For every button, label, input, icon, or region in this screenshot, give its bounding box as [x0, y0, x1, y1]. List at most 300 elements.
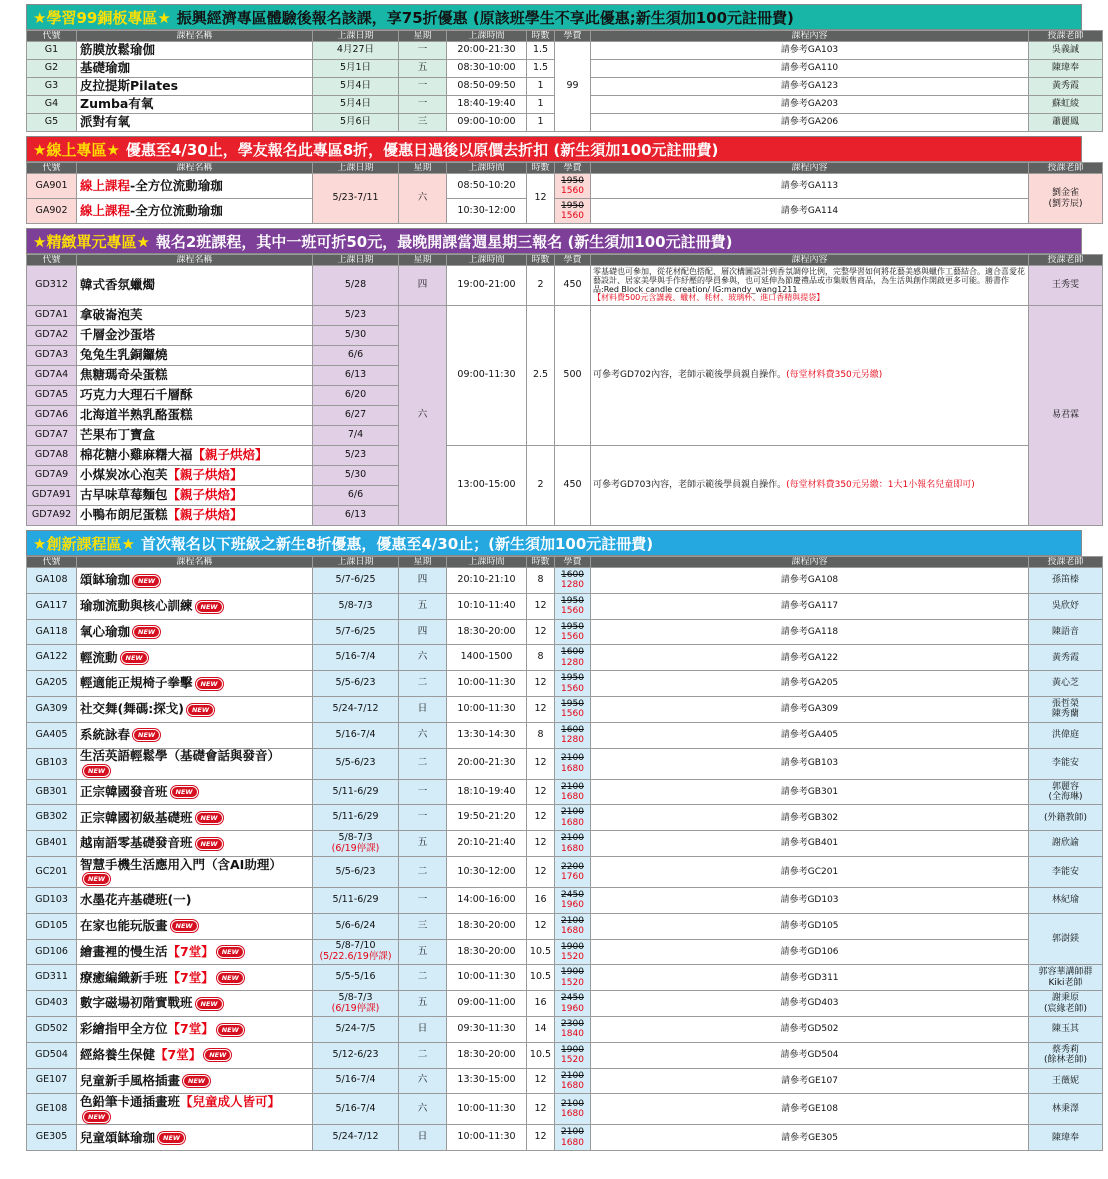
column-header: 時數	[527, 163, 555, 174]
tuition-original: 1900	[561, 967, 584, 978]
course-time: 08:50-09:50	[447, 78, 527, 96]
column-header: 星期	[399, 163, 447, 174]
new-badge: NEW	[121, 652, 148, 664]
tuition-discount: 1560	[561, 211, 584, 221]
course-name	[77, 939, 313, 965]
course-weekday: 一	[399, 805, 447, 831]
table-row	[27, 1016, 1103, 1042]
tuition-discount: 1280	[561, 735, 584, 746]
date-range: 5/24-7/5	[335, 1022, 376, 1034]
course-content: 請參考GA118	[591, 619, 1029, 645]
table-row	[27, 1125, 1103, 1151]
course-date	[313, 1094, 399, 1125]
course-time: 18:30-20:00	[447, 619, 527, 645]
course-content: 請參考GB401	[591, 831, 1029, 857]
course-weekday: 六	[399, 306, 447, 526]
table-row	[27, 199, 1103, 224]
tuition-original: 2450	[561, 890, 584, 901]
date-range: 5/7-6/25	[335, 625, 376, 637]
new-badge: NEW	[133, 575, 160, 587]
course-code: GD106	[27, 939, 77, 965]
tuition-cell	[555, 1094, 591, 1125]
course-content	[591, 266, 1029, 306]
course-name	[77, 466, 313, 486]
course-name: 韓式香氛蠟燭	[77, 266, 313, 306]
course-name	[77, 506, 313, 526]
course-time: 10:30-12:00	[447, 856, 527, 887]
tuition-discount: 1680	[561, 817, 584, 828]
tuition-original: 1950	[561, 595, 584, 606]
course-name-tag: 【親子烘焙】	[192, 447, 268, 463]
course-name-tag: 【親子烘焙】	[167, 487, 243, 503]
table-row	[27, 748, 1103, 779]
column-header: 代號	[27, 557, 77, 568]
course-code: GC201	[27, 856, 77, 887]
course-hours: 8	[527, 722, 555, 748]
table-row	[27, 593, 1103, 619]
course-hours: 8	[527, 645, 555, 671]
course-code: G5	[27, 114, 77, 132]
date-range: 5/5-6/23	[335, 757, 376, 769]
table-row	[27, 1094, 1103, 1125]
course-content: 請參考GA122	[591, 645, 1029, 671]
column-header: 星期	[399, 31, 447, 42]
table-row	[27, 856, 1103, 887]
course-code: G2	[27, 60, 77, 78]
course-hours: 1.5	[527, 60, 555, 78]
course-teacher: 林秉澤	[1029, 1094, 1103, 1125]
course-date	[313, 779, 399, 805]
new-badge: NEW	[171, 920, 198, 932]
tuition-discount: 1280	[561, 580, 584, 591]
date-range: 5/5-6/23	[335, 865, 376, 877]
section-online	[26, 136, 1082, 224]
course-hours: 2.5	[527, 306, 555, 446]
course-code: GD7A5	[27, 386, 77, 406]
course-content: 請參考GA206	[591, 114, 1029, 132]
column-header: 課程內容	[591, 163, 1029, 174]
course-code: GD7A4	[27, 366, 77, 386]
course-time: 20:10-21:10	[447, 568, 527, 594]
course-name	[77, 887, 313, 913]
course-hours: 12	[527, 619, 555, 645]
column-header: 授課老師	[1029, 163, 1103, 174]
course-code: G1	[27, 42, 77, 60]
course-name-text: 彩繪指甲全方位	[80, 1021, 168, 1037]
course-content: 請參考GD502	[591, 1016, 1029, 1042]
course-content: 請參考GD311	[591, 965, 1029, 991]
table-row	[27, 779, 1103, 805]
course-table	[26, 30, 1103, 132]
tuition-original: 2450	[561, 993, 584, 1004]
table-row	[27, 805, 1103, 831]
date-range: 5/8-7/10	[335, 940, 376, 952]
course-date	[313, 887, 399, 913]
column-header: 星期	[399, 255, 447, 266]
course-name-tag: 【親子烘焙】	[167, 467, 243, 483]
tuition-discount: 1680	[561, 926, 584, 937]
course-hours: 1.5	[527, 42, 555, 60]
course-weekday: 四	[399, 568, 447, 594]
section-headline: 報名2班課程，其中一班可折50元，最晚開課當週星期三報名 (新生須加100元註冊費)	[155, 233, 733, 251]
course-teacher: 陳瑋奉	[1029, 60, 1103, 78]
course-content: 請參考GA205	[591, 671, 1029, 697]
table-row	[27, 306, 1103, 326]
section-headline: 優惠至4/30止，學友報名此專區8折，優惠日過後以原價去折扣 (新生須加100元註冊費)	[125, 141, 719, 159]
course-hours: 12	[527, 1125, 555, 1151]
table-row	[27, 1042, 1103, 1068]
course-weekday: 四	[399, 619, 447, 645]
course-teacher: 林紀瑜	[1029, 887, 1103, 913]
course-name	[77, 831, 313, 857]
course-time: 10:00-11:30	[447, 1094, 527, 1125]
course-time: 20:00-21:30	[447, 42, 527, 60]
course-date	[313, 805, 399, 831]
new-badge: NEW	[83, 1111, 110, 1123]
course-content: 請參考GD103	[591, 887, 1029, 913]
date-range: 5/16-7/4	[335, 1102, 376, 1114]
tuition-cell	[555, 199, 591, 224]
course-date	[313, 856, 399, 887]
tuition-discount: 1560	[561, 709, 584, 720]
tuition-discount: 1520	[561, 951, 584, 962]
table-row	[27, 174, 1103, 199]
tuition-original: 1950	[561, 175, 584, 186]
course-name	[77, 748, 313, 779]
column-header: 時數	[527, 557, 555, 568]
course-content: 請參考GD504	[591, 1042, 1029, 1068]
course-date	[313, 696, 399, 722]
course-weekday: 五	[399, 991, 447, 1017]
section-unit	[26, 228, 1082, 526]
course-content: 請參考GD106	[591, 939, 1029, 965]
date-range: 5/8-7/3	[338, 831, 373, 843]
course-weekday: 五	[399, 60, 447, 78]
course-table	[26, 254, 1103, 526]
course-hours: 10.5	[527, 939, 555, 965]
course-hours: 12	[527, 1068, 555, 1094]
tuition-discount: 1840	[561, 1029, 584, 1040]
course-teacher: 郭澍鎂	[1029, 913, 1103, 965]
course-name	[77, 856, 313, 887]
course-date	[313, 619, 399, 645]
course-code: GD7A8	[27, 446, 77, 466]
course-teacher: 易君霖	[1029, 306, 1103, 526]
column-header: 上課日期	[313, 557, 399, 568]
course-name	[77, 965, 313, 991]
course-weekday: 日	[399, 696, 447, 722]
section-99-coin	[26, 4, 1082, 132]
course-code: GA901	[27, 174, 77, 199]
course-teacher: 謝欣諭	[1029, 831, 1103, 857]
course-time: 10:00-11:30	[447, 965, 527, 991]
course-name-text: 色鉛筆卡通插畫班	[80, 1093, 181, 1109]
course-code: GD504	[27, 1042, 77, 1068]
course-name	[77, 199, 313, 224]
course-name	[77, 386, 313, 406]
tuition-cell: 450	[555, 266, 591, 306]
column-header: 學費	[555, 163, 591, 174]
course-time: 19:50-21:20	[447, 805, 527, 831]
course-hours: 16	[527, 887, 555, 913]
tuition-cell	[555, 619, 591, 645]
course-content: 請參考GA114	[591, 199, 1029, 224]
course-date	[313, 831, 399, 857]
course-hours: 12	[527, 856, 555, 887]
course-code: GD7A2	[27, 326, 77, 346]
tuition-original: 2100	[561, 833, 584, 844]
course-content: 請參考GB103	[591, 748, 1029, 779]
course-content: 請參考GB301	[591, 779, 1029, 805]
course-code: GD7A92	[27, 506, 77, 526]
course-name	[77, 913, 313, 939]
course-date: 4月27日	[313, 42, 399, 60]
course-code: GA405	[27, 722, 77, 748]
course-code: G4	[27, 96, 77, 114]
course-name-text: 兒童新手風格插畫	[80, 1072, 181, 1088]
course-date	[313, 913, 399, 939]
table-row	[27, 619, 1103, 645]
course-name-text: 古早味草莓麵包	[80, 487, 168, 503]
course-hours: 12	[527, 805, 555, 831]
column-header: 上課日期	[313, 255, 399, 266]
course-teacher: 李能安	[1029, 856, 1103, 887]
course-time: 09:00-11:00	[447, 991, 527, 1017]
course-content: 請參考GA113	[591, 174, 1029, 199]
date-range: 5/16-7/4	[335, 651, 376, 663]
tuition-original: 2100	[561, 781, 584, 792]
new-badge: NEW	[204, 1049, 231, 1061]
tuition-discount: 1960	[561, 900, 584, 911]
course-weekday: 六	[399, 1068, 447, 1094]
course-teacher: 王薇妮	[1029, 1068, 1103, 1094]
course-name-text: 焦糖瑪奇朵蛋糕	[80, 367, 168, 383]
course-hours: 1	[527, 96, 555, 114]
course-code: GD502	[27, 1016, 77, 1042]
course-time: 20:00-21:30	[447, 748, 527, 779]
tuition-cell	[555, 779, 591, 805]
course-content: 請參考GA123	[591, 78, 1029, 96]
tuition-cell	[555, 671, 591, 697]
course-time: 13:00-15:00	[447, 446, 527, 526]
course-hours: 12	[527, 831, 555, 857]
course-teacher: 黃心芝	[1029, 671, 1103, 697]
course-date: 6/20	[313, 386, 399, 406]
course-teacher: 吳義誠	[1029, 42, 1103, 60]
new-badge: NEW	[217, 1024, 244, 1036]
section-title: ★線上專區★	[33, 141, 120, 159]
course-weekday: 六	[399, 722, 447, 748]
column-header: 代號	[27, 31, 77, 42]
course-name-text: 智慧手機生活應用入門（含AI助理）	[80, 856, 282, 872]
tuition-original: 1950	[561, 200, 584, 211]
course-date: 5/30	[313, 326, 399, 346]
course-time: 13:30-14:30	[447, 722, 527, 748]
course-code: GB401	[27, 831, 77, 857]
course-name-text: 繪畫裡的慢生活	[80, 943, 168, 959]
tuition-original: 1950	[561, 699, 584, 710]
course-time: 18:10-19:40	[447, 779, 527, 805]
new-badge: NEW	[196, 998, 223, 1010]
course-code: GE108	[27, 1094, 77, 1125]
new-badge: NEW	[217, 946, 244, 958]
course-name	[77, 446, 313, 466]
course-content: 請參考GA108	[591, 568, 1029, 594]
course-name-tag: 【7堂】	[167, 943, 214, 959]
date-range: 5/16-7/4	[335, 1074, 376, 1086]
course-hours: 2	[527, 446, 555, 526]
course-code: GD7A6	[27, 406, 77, 426]
course-content: 請參考GD403	[591, 991, 1029, 1017]
tuition-cell	[555, 1016, 591, 1042]
new-badge: NEW	[196, 838, 223, 850]
course-weekday: 四	[399, 266, 447, 306]
course-teacher: 孫笛榛	[1029, 568, 1103, 594]
course-date	[313, 965, 399, 991]
date-range: 5/6-6/24	[335, 919, 376, 931]
tuition-cell	[555, 748, 591, 779]
course-weekday: 六	[399, 645, 447, 671]
tuition-original: 2100	[561, 1127, 584, 1138]
course-date	[313, 722, 399, 748]
course-name	[77, 696, 313, 722]
course-name-text: 輕適能正規椅子拳擊	[80, 675, 193, 691]
course-time: 09:00-10:00	[447, 114, 527, 132]
course-name-text: 棉花糖小雞麻糬大福	[80, 447, 193, 463]
course-name-text: 巧克力大理石千層酥	[80, 387, 193, 403]
column-header: 時數	[527, 255, 555, 266]
course-date	[313, 671, 399, 697]
column-header: 課程內容	[591, 31, 1029, 42]
course-code: GE107	[27, 1068, 77, 1094]
tuition-discount: 1680	[561, 1109, 584, 1120]
course-name-text: 拿破崙泡芙	[80, 307, 143, 323]
course-code: GD312	[27, 266, 77, 306]
course-name-text: 療癒編織新手班	[80, 969, 168, 985]
course-date	[313, 748, 399, 779]
course-weekday: 一	[399, 887, 447, 913]
course-hours: 12	[527, 1094, 555, 1125]
course-teacher: 陳玉其	[1029, 1016, 1103, 1042]
tuition-discount: 1680	[561, 763, 584, 774]
tuition-discount: 1560	[561, 683, 584, 694]
date-range: 5/7-6/25	[335, 573, 376, 585]
column-header: 學費	[555, 255, 591, 266]
course-code: GD311	[27, 965, 77, 991]
tuition-cell	[555, 831, 591, 857]
table-header	[27, 255, 1103, 266]
tuition-cell	[555, 1042, 591, 1068]
course-date: 5/23	[313, 446, 399, 466]
course-hours: 12	[527, 748, 555, 779]
course-code: GA205	[27, 671, 77, 697]
course-code: GD105	[27, 913, 77, 939]
table-row	[27, 722, 1103, 748]
course-date: 5/30	[313, 466, 399, 486]
course-hours: 14	[527, 1016, 555, 1042]
table-row	[27, 939, 1103, 965]
course-time: 18:30-20:00	[447, 1042, 527, 1068]
course-content: 請參考GE107	[591, 1068, 1029, 1094]
date-range: 5/8-7/3	[338, 991, 373, 1003]
tuition-original: 1600	[561, 647, 584, 658]
course-name	[77, 406, 313, 426]
course-time: 09:00-11:30	[447, 306, 527, 446]
tuition-original: 1600	[561, 724, 584, 735]
course-teacher: 張哲榮 陳秀蘭	[1029, 696, 1103, 722]
course-name-text: 正宗韓國初級基礎班	[80, 809, 193, 825]
course-time: 1400-1500	[447, 645, 527, 671]
tuition-original: 2300	[561, 1019, 584, 1029]
course-table	[26, 162, 1103, 224]
course-teacher: 陳瑋奉	[1029, 1125, 1103, 1151]
course-teacher: 吳欣妤	[1029, 593, 1103, 619]
course-name: 筋膜放鬆瑜伽	[77, 42, 313, 60]
course-name: 基礎瑜珈	[77, 60, 313, 78]
course-weekday: 一	[399, 96, 447, 114]
course-name-text: 水墨花卉基礎班(一)	[80, 892, 192, 908]
tuition-original: 2200	[561, 861, 584, 872]
course-name	[77, 1068, 313, 1094]
date-note: (5/22.6/19停課)	[319, 950, 392, 962]
tuition-discount: 1520	[561, 1055, 584, 1066]
course-teacher: 李能安	[1029, 748, 1103, 779]
tuition-discount: 1680	[561, 791, 584, 802]
course-name	[77, 326, 313, 346]
course-hours: 16	[527, 991, 555, 1017]
section-title: ★精緻單元專區★	[33, 233, 150, 251]
course-content: 請參考GE305	[591, 1125, 1029, 1151]
course-teacher: 陳語音	[1029, 619, 1103, 645]
course-hours: 2	[527, 266, 555, 306]
tuition-discount: 1680	[561, 843, 584, 854]
course-name	[77, 645, 313, 671]
table-row	[27, 991, 1103, 1017]
column-header: 上課時間	[447, 255, 527, 266]
table-row	[27, 266, 1103, 306]
course-teacher: (外籍教師)	[1029, 805, 1103, 831]
column-header: 上課時間	[447, 163, 527, 174]
course-teacher: 郭容華講師群 Kiki老師	[1029, 965, 1103, 991]
course-name-text: 氧心瑜珈	[80, 623, 131, 639]
course-name-text: 北海道半熟乳酪蛋糕	[80, 407, 193, 423]
course-name	[77, 619, 313, 645]
course-code: GD7A91	[27, 486, 77, 506]
content-note: (每堂材料費350元另繳)	[786, 370, 883, 381]
course-time: 18:30-20:00	[447, 939, 527, 965]
course-time: 14:00-16:00	[447, 887, 527, 913]
course-hours: 10.5	[527, 1042, 555, 1068]
section-banner	[26, 136, 1082, 162]
course-date	[313, 593, 399, 619]
course-teacher: 黃秀霞	[1029, 645, 1103, 671]
course-teacher: 王秀雯	[1029, 266, 1103, 306]
course-content	[591, 446, 1029, 526]
course-name	[77, 306, 313, 326]
date-range: 5/5-5/16	[335, 971, 376, 983]
course-teacher: 洪偉庭	[1029, 722, 1103, 748]
course-table	[26, 556, 1103, 1151]
table-row	[27, 696, 1103, 722]
column-header: 授課老師	[1029, 255, 1103, 266]
course-weekday: 三	[399, 114, 447, 132]
course-code: GD403	[27, 991, 77, 1017]
course-name	[77, 366, 313, 386]
course-hours: 12	[527, 593, 555, 619]
course-hours: 10.5	[527, 965, 555, 991]
column-header: 學費	[555, 31, 591, 42]
tuition-original: 1900	[561, 1044, 584, 1055]
